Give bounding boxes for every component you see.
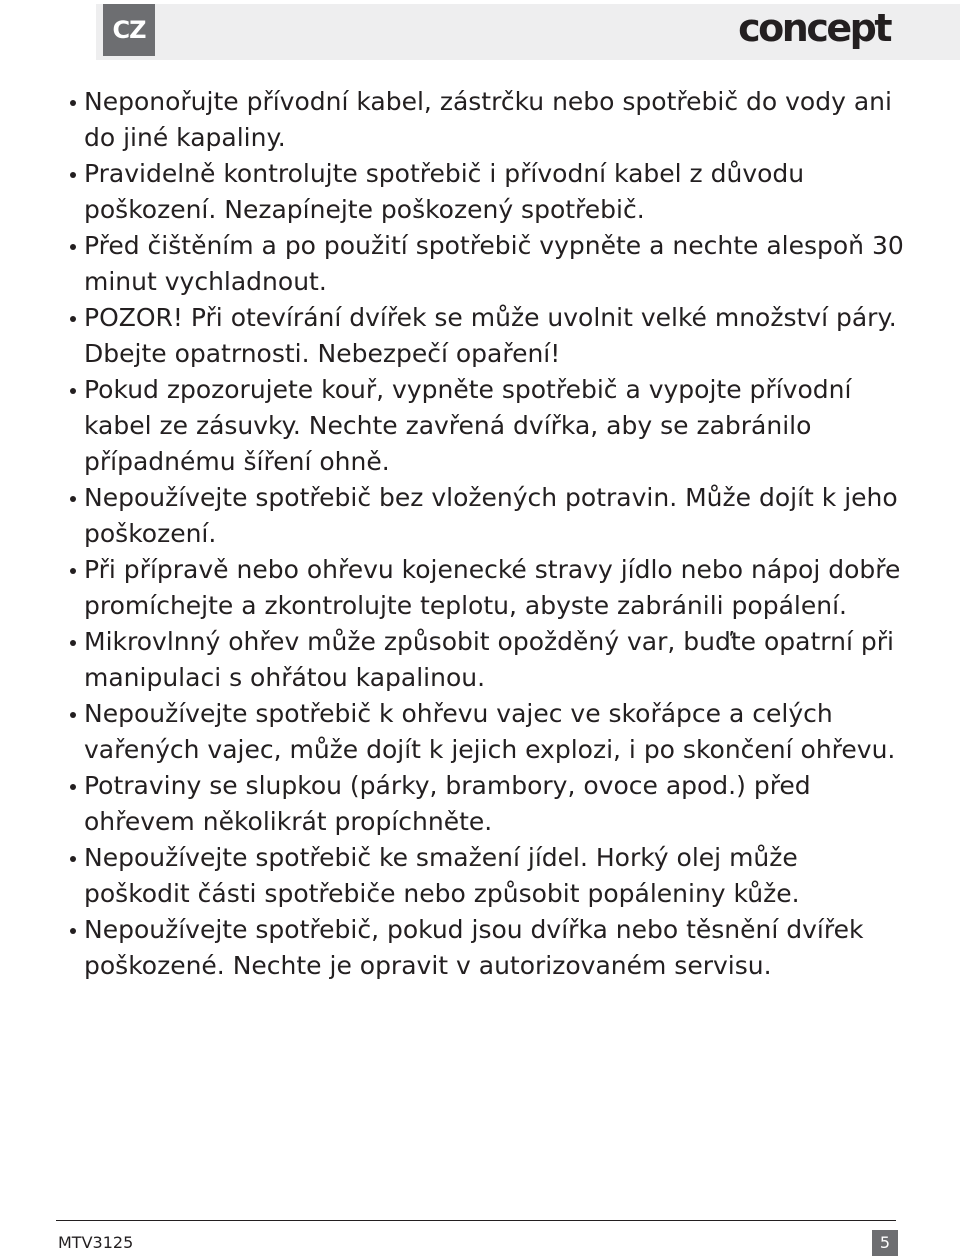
language-badge: CZ xyxy=(103,4,155,56)
list-item: Před čištěním a po použití spotřebič vypněte a nechte alespoň 30 minut vychladnout. xyxy=(66,228,906,300)
list-item: Pravidelně kontrolujte spotřebič i přívodní kabel z důvodu poškození. Nezapínejte poškozený spotřebič. xyxy=(66,156,906,228)
page-number: 5 xyxy=(872,1230,898,1256)
list-item: Potraviny se slupkou (párky, brambory, ovoce apod.) před ohřevem několikrát propíchněte. xyxy=(66,768,906,840)
list-item: POZOR! Při otevírání dvířek se může uvolnit velké množství páry. Dbejte opatrnosti. Nebezpečí opaření! xyxy=(66,300,906,372)
list-item: Nepoužívejte spotřebič k ohřevu vajec ve skořápce a celých vařených vajec, může dojít k jejich explozi, i po skončení ohřevu. xyxy=(66,696,906,768)
safety-instructions-list xyxy=(66,84,906,984)
list-item: Neponořujte přívodní kabel, zástrčku nebo spotřebič do vody ani do jiné kapaliny. xyxy=(66,84,906,156)
list-item: Při přípravě nebo ohřevu kojenecké stravy jídlo nebo nápoj dobře promíchejte a zkontrolujte teplotu, abyste zabránili popálení. xyxy=(66,552,906,624)
list-item: Nepoužívejte spotřebič, pokud jsou dvířka nebo těsnění dvířek poškozené. Nechte je opravit v autorizovaném servisu. xyxy=(66,912,906,984)
brand-logo: concept xyxy=(738,6,890,50)
footer-divider xyxy=(56,1220,896,1221)
model-code: MTV3125 xyxy=(58,1233,134,1252)
list-item: Pokud zpozorujete kouř, vypněte spotřebič a vypojte přívodní kabel ze zásuvky. Nechte zavřená dvířka, aby se zabránilo případnému šíření ohně. xyxy=(66,372,906,480)
list-item: Nepoužívejte spotřebič bez vložených potravin. Může dojít k jeho poškození. xyxy=(66,480,906,552)
list-item: Mikrovlnný ohřev může způsobit opožděný var, buďte opatrní při manipulaci s ohřátou kapalinou. xyxy=(66,624,906,696)
list-item: Nepoužívejte spotřebič ke smažení jídel. Horký olej může poškodit části spotřebiče nebo způsobit popáleniny kůže. xyxy=(66,840,906,912)
